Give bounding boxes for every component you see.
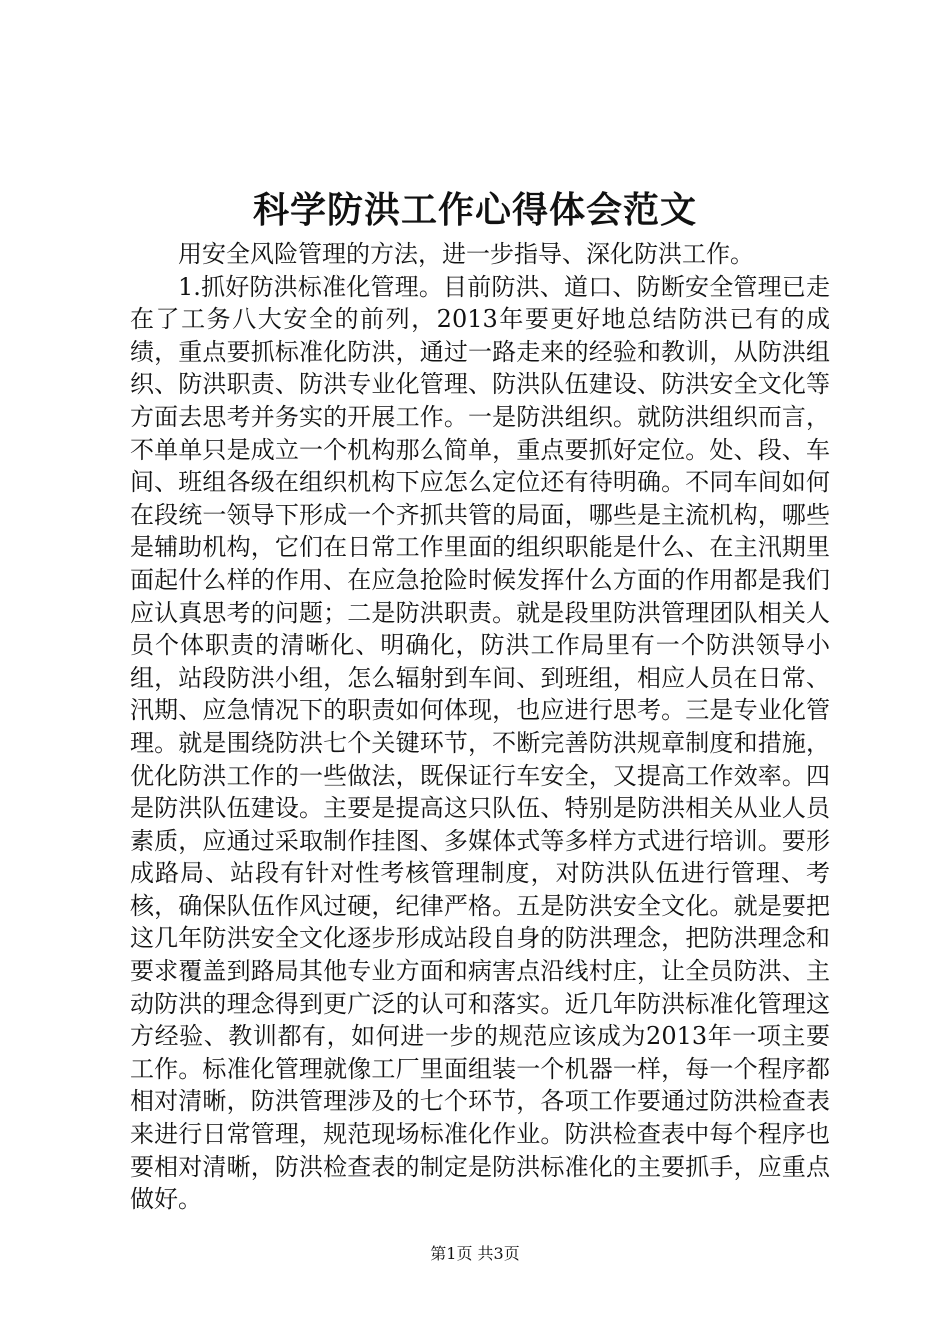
paragraph-intro: 用安全风险管理的方法，进一步指导、深化防洪工作。 (178, 240, 754, 268)
paragraph-main: 1.抓好防洪标准化管理。目前防洪、道口、防断安全管理已走在了工务八大安全的前列，2013年要更好地总结防洪已有的成绩，重点要抓标准化防洪，通过一路走来的经验和教训，从防洪组织、防洪职责、防洪专业化管理、防洪队伍建设、防洪安全文化等方面去思考并务实的开展工作。一是防洪组织。就防洪组织而言，不单单只是成立一个机构那么简单，重点要抓好定位。处、段、车间、班组各级在组织机构下应怎么定位还有待明确。不同车间如何在段统一领导下形成一个齐抓共管的局面，哪些是主流机构，哪些是辅助机构，它们在日常工作里面的组织职能是什么、在主汛期里面起什么样的作用、在应急抢险时候发挥什么方面的作用都是我们应认真思考的问题；二是防洪职责。就是段里防洪管理团队相关人员个体职责的清晰化、明确化，防洪工作局里有一个防洪领导小组，站段防洪小组，怎么辐射到车间、到班组，相应人员在日常、汛期、应急情况下的职责如何体现，也应进行思考。三是专业化管理。就是围绕防洪七个关键环节，不断完善防洪规章制度和措施，优化防洪工作的一些做法，既保证行车安全，又提高工作效率。四是防洪队伍建设。主要是提高这只队伍、特别是防洪相关从业人员素质，应通过采取制作挂图、多媒体式等多样方式进行培训。要形成路局、站段有针对性考核管理制度，对防洪队伍进行管理、考核，确保队伍作风过硬，纪律严格。五是防洪安全文化。就是要把这几年防洪安全文化逐步形成站段自身的防洪理念，把防洪理念和要求覆盖到路局其他专业方面和病害点沿线村庄，让全员防洪、主动防洪的理念得到更广泛的认可和落实。近几年防洪标准化管理这方经验、教训都有，如何进一步的规范应该成为2013年一项主要工作。标准化管理就像工厂里面组装一个机器一样，每一个程序都相对清晰，防洪管理涉及的七个环节，各项工作要通过防洪检查表来进行日常管理，规范现场标准化作业。防洪检查表中每个程序也要相对清晰，防洪检查表的制定是防洪标准化的主要抓手，应重点做好。 (130, 272, 830, 1214)
document-title: 科学防洪工作心得体会范文 (252, 189, 697, 231)
page-footer: 第1页 共3页 (430, 1244, 520, 1263)
document-body (130, 238, 830, 1216)
